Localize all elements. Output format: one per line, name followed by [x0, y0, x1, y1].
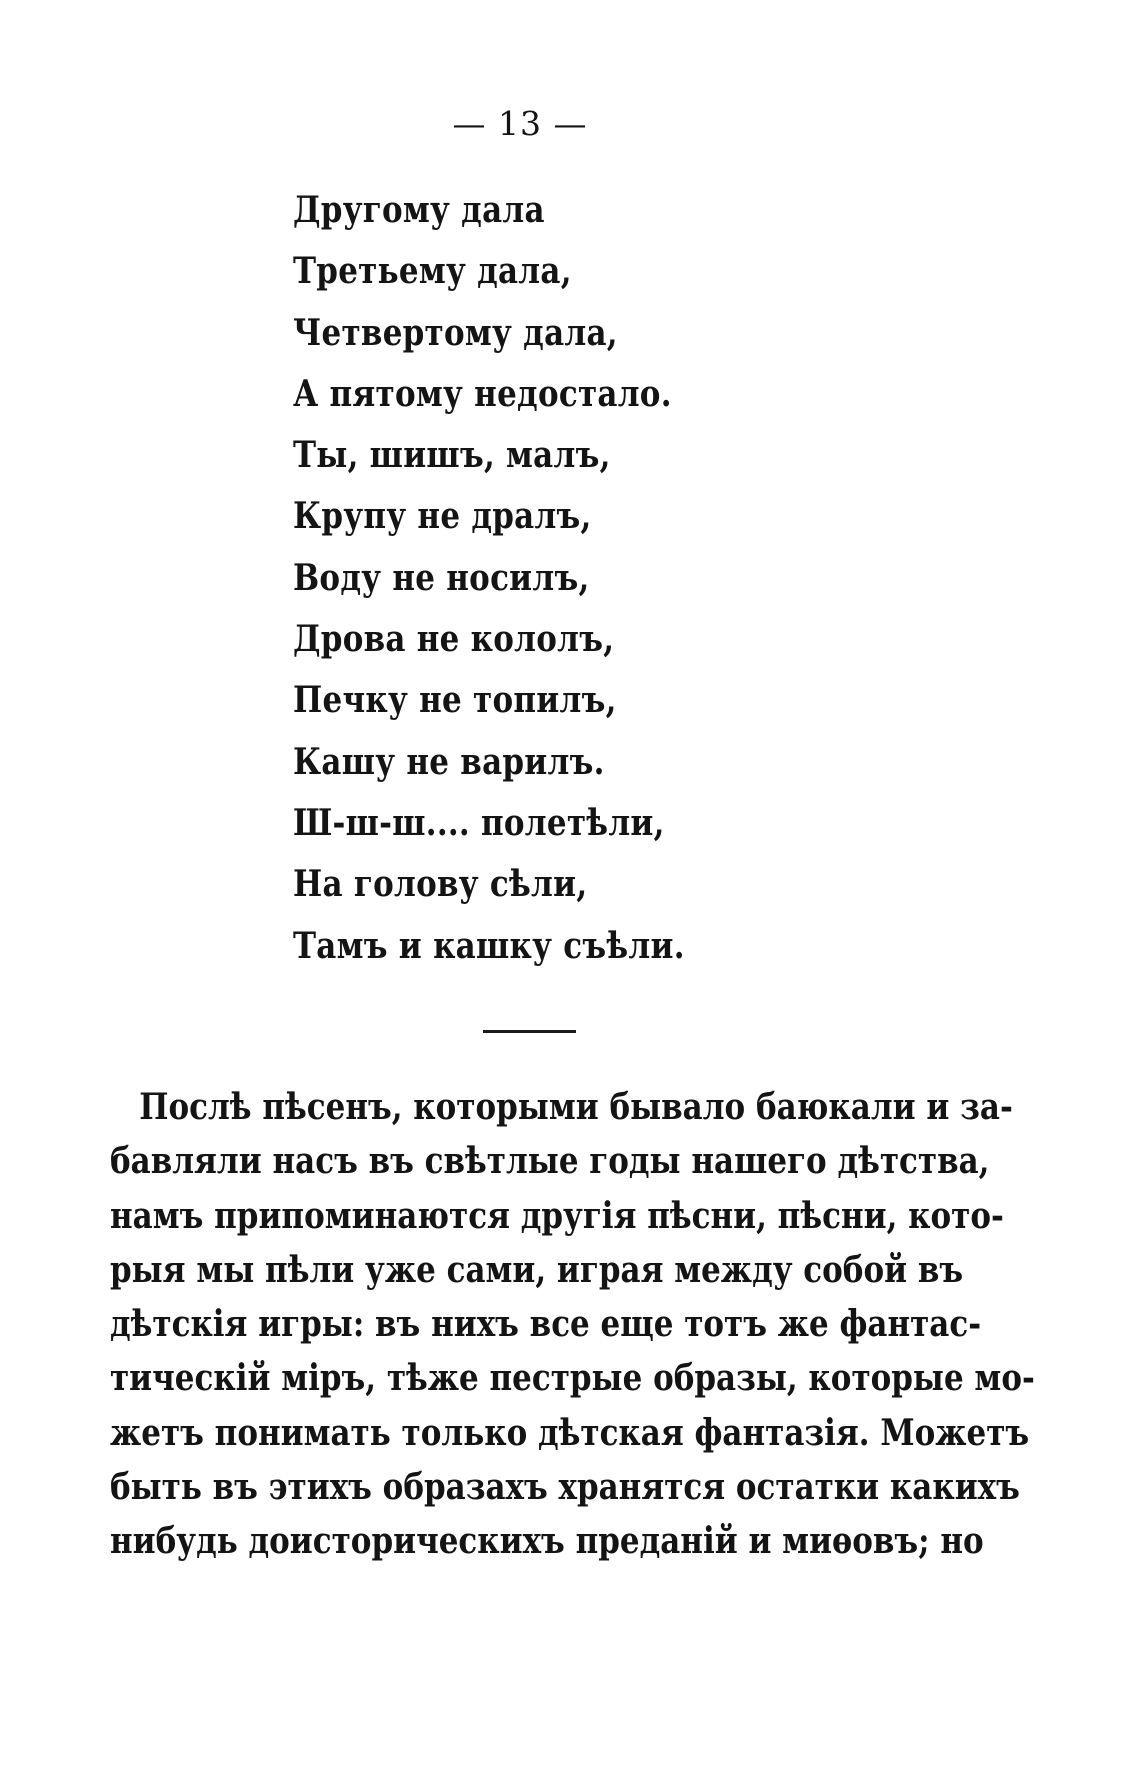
prose-paragraph: [110, 1080, 1035, 1569]
poem-line: Крупу не дралъ,: [293, 495, 592, 538]
poem-line: Другому дала: [293, 189, 545, 231]
poem-line: Четвертому дала,: [293, 311, 618, 354]
prose-line: нибудь доисторическихъ преданій и миѳовъ; но: [110, 1520, 984, 1563]
poem-line: Дрова не кололъ,: [293, 618, 615, 661]
prose-line: намъ припоминаются другія пѣсни, пѣсни, кото-: [110, 1194, 1004, 1237]
poem-line: Ты, шишъ, малъ,: [293, 434, 611, 477]
poem-line: А пятому недостало.: [293, 372, 672, 415]
poem-line: Кашу не варилъ.: [293, 740, 605, 783]
page-number: — 13 —: [452, 104, 588, 143]
prose-line: дѣтскія игры: въ нихъ все еще тотъ же фантас-: [110, 1303, 982, 1346]
poem-line: Воду не носилъ,: [293, 556, 590, 599]
section-divider: [483, 1030, 576, 1033]
prose-line: бавляли насъ въ свѣтлые годы нашего дѣтства,: [110, 1140, 990, 1183]
poem-line: Ш-ш-ш.... полетѣли,: [293, 801, 665, 844]
prose-line: Послѣ пѣсенъ, которыми бывало баюкали и за-: [139, 1086, 1013, 1128]
poem-line: Третьему дала,: [293, 250, 572, 293]
prose-line: жетъ понимать только дѣтская фантазія. Можетъ: [110, 1411, 1030, 1454]
poem-line: На голову сѣли,: [293, 863, 588, 906]
prose-line: тическій міръ, тѣже пестрые образы, которые мо-: [110, 1357, 1035, 1400]
prose-line: рыя мы пѣли уже сами, играя между собой въ: [110, 1248, 964, 1291]
poem-line: Печку не топилъ,: [293, 679, 617, 722]
prose-line: быть въ этихъ образахъ хранятся остатки какихъ: [110, 1466, 1020, 1509]
poem-line: Тамъ и кашку съѣли.: [293, 924, 685, 967]
poem-stanza: [293, 180, 749, 977]
